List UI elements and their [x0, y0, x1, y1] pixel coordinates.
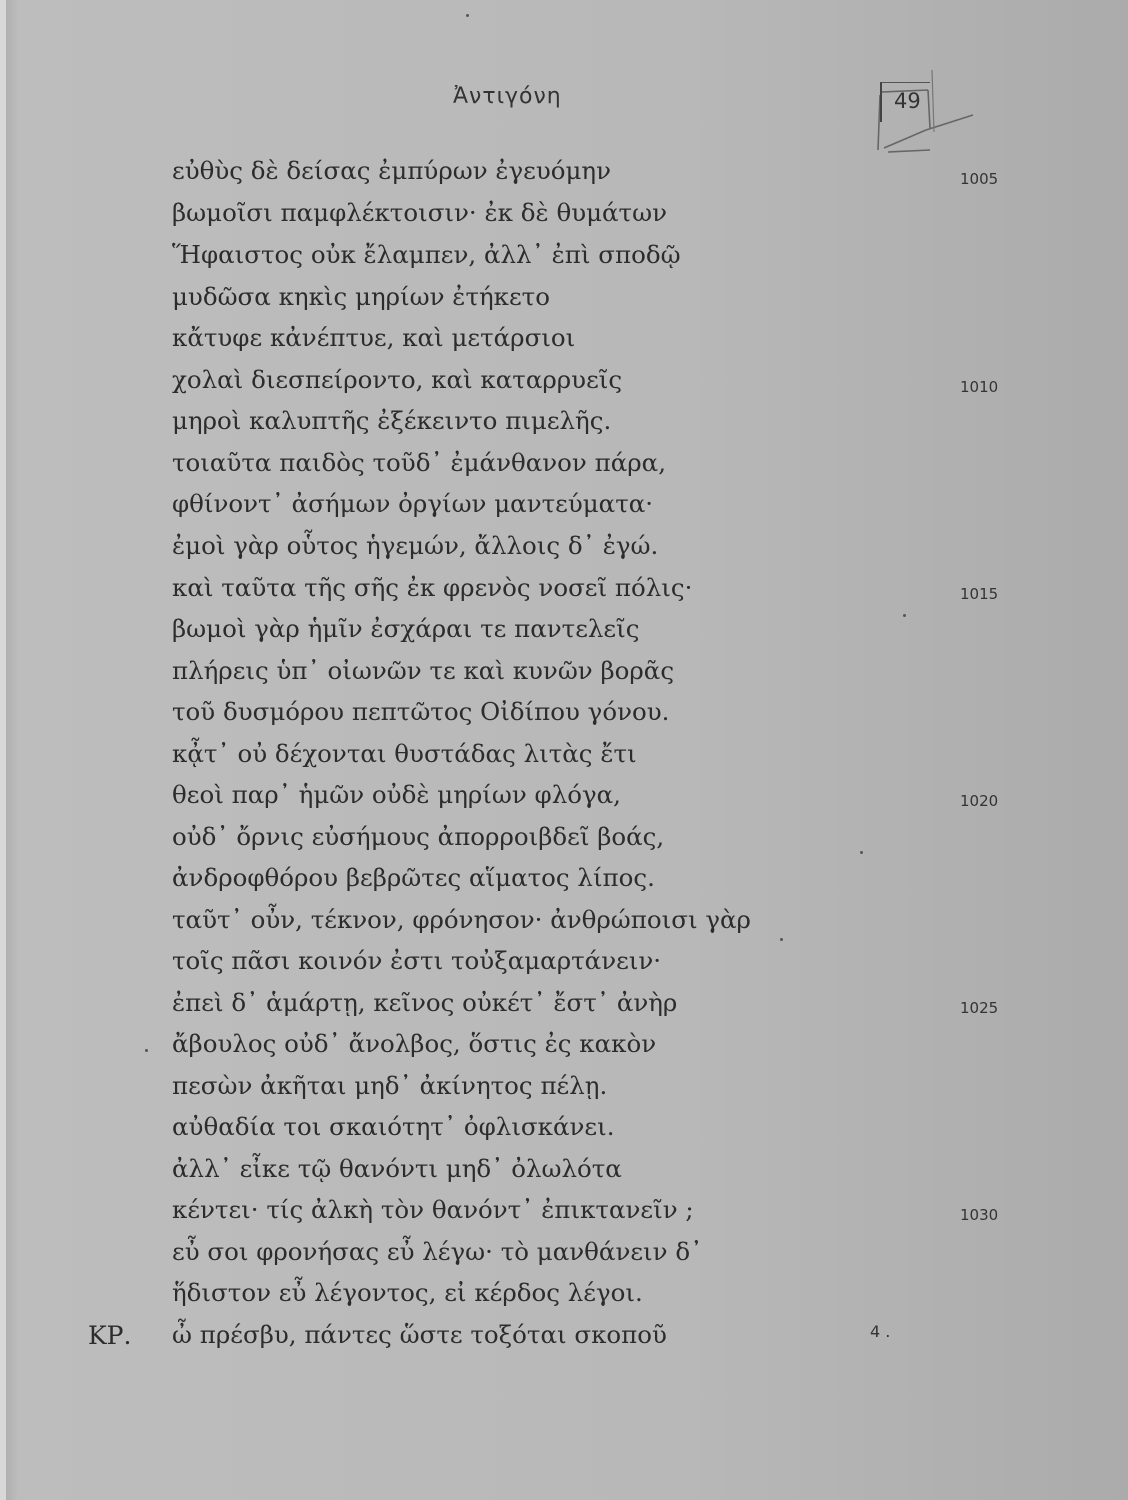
speck: [466, 14, 469, 17]
verse-line: ἥδιστον εὖ λέγοντος, εἰ κέρδος λέγοι.: [172, 1278, 643, 1307]
line-number: 1025: [960, 999, 999, 1017]
verse-line: εὐθὺς δὲ δείσας ἐμπύρων ἐγευόμην: [172, 156, 612, 185]
verse-line: τοῦ δυσμόρου πεπτῶτος Οἰδίπου γόνου.: [172, 697, 670, 726]
speck: [145, 1049, 148, 1052]
verse-line: ἐπεὶ δ᾽ ἁμάρτῃ, κεῖνος οὐκέτ᾽ ἔστ᾽ ἀνὴρ: [172, 988, 678, 1017]
verse-line: αὐθαδία τοι σκαιότητ᾽ ὀφλισκάνει.: [172, 1112, 615, 1141]
verse-line: τοιαῦτα παιδὸς τοῦδ᾽ ἐμάνθανον πάρα,: [172, 448, 666, 477]
verse-line: κἄτυφε κἀνέπτυε, καὶ μετάρσιοι: [172, 323, 576, 352]
line-number: 1020: [960, 792, 999, 810]
verse-line: οὐδ᾽ ὄρνις εὐσήμους ἀπορροιβδεῖ βοάς,: [172, 822, 665, 851]
line-number: 1030: [960, 1206, 999, 1224]
verse-line: καὶ ταῦτα τῆς σῆς ἐκ φρενὸς νοσεῖ πόλις·: [172, 573, 693, 602]
verse-line: θεοὶ παρ᾽ ἡμῶν οὐδὲ μηρίων φλόγα,: [172, 780, 621, 809]
verse-line: ἀνδροφθόρου βεβρῶτες αἵματος λίπος.: [172, 863, 655, 892]
page-edge: [0, 0, 6, 1500]
verse-line: μηροὶ καλυπτῆς ἐξέκειντο πιμελῆς.: [172, 406, 612, 435]
verse-line: ἀλλ᾽ εἶκε τῷ θανόντι μηδ᾽ ὀλωλότα: [172, 1154, 622, 1183]
speaker-label: ΚΡ.: [88, 1321, 132, 1350]
verse-line: εὖ σοι φρονήσας εὖ λέγω· τὸ μανθάνειν δ᾽: [172, 1237, 703, 1266]
verse-line: τοῖς πᾶσι κοινόν ἐστι τοὐξαμαρτάνειν·: [172, 946, 662, 975]
signature-mark: 4 .: [870, 1322, 891, 1341]
verse-line: φθίνοντ᾽ ἀσήμων ὀργίων μαντεύματα·: [172, 489, 654, 518]
verse-line: κᾆτ᾽ οὐ δέχονται θυστάδας λιτὰς ἔτι: [172, 739, 637, 768]
verse-line: Ἥφαιστος οὐκ ἔλαμπεν, ἀλλ᾽ ἐπὶ σποδῷ: [172, 240, 681, 269]
running-title: Ἀντιγόνη: [453, 84, 562, 109]
line-number: 1005: [960, 170, 999, 188]
speck: [903, 614, 906, 617]
speck: [860, 851, 863, 854]
verse-line: πλήρεις ὑπ᾽ οἰωνῶν τε καὶ κυνῶν βορᾶς: [172, 656, 675, 685]
line-number: 1015: [960, 585, 999, 603]
verse-line: μυδῶσα κηκὶς μηρίων ἐτήκετο: [172, 282, 550, 311]
page-number: 49: [880, 82, 930, 122]
verse-line: ταῦτ᾽ οὖν, τέκνον, φρόνησον· ἀνθρώποισι γὰρ: [172, 905, 751, 934]
verse-line: ἐμοὶ γὰρ οὗτος ἡγεμών, ἄλλοις δ᾽ ἐγώ.: [172, 531, 659, 560]
line-number: 1010: [960, 378, 999, 396]
verse-line: χολαὶ διεσπείροντο, καὶ καταρρυεῖς: [172, 365, 623, 394]
speck: [780, 938, 783, 941]
verse-line: πεσὼν ἀκῆται μηδ᾽ ἀκίνητος πέλῃ.: [172, 1071, 608, 1100]
verse-line: βωμοὶ γὰρ ἡμῖν ἐσχάραι τε παντελεῖς: [172, 614, 640, 643]
verse-line: ὦ πρέσβυ, πάντες ὥστε τοξόται σκοποῦ: [172, 1320, 667, 1349]
verse-line: βωμοῖσι παμφλέκτοισιν· ἐκ δὲ θυμάτων: [172, 198, 667, 227]
verse-line: κέντει· τίς ἀλκὴ τὸν θανόντ᾽ ἐπικτανεῖν ;: [172, 1195, 694, 1224]
verse-line: ἄβουλος οὐδ᾽ ἄνολβος, ὅστις ἐς κακὸν: [172, 1029, 657, 1058]
